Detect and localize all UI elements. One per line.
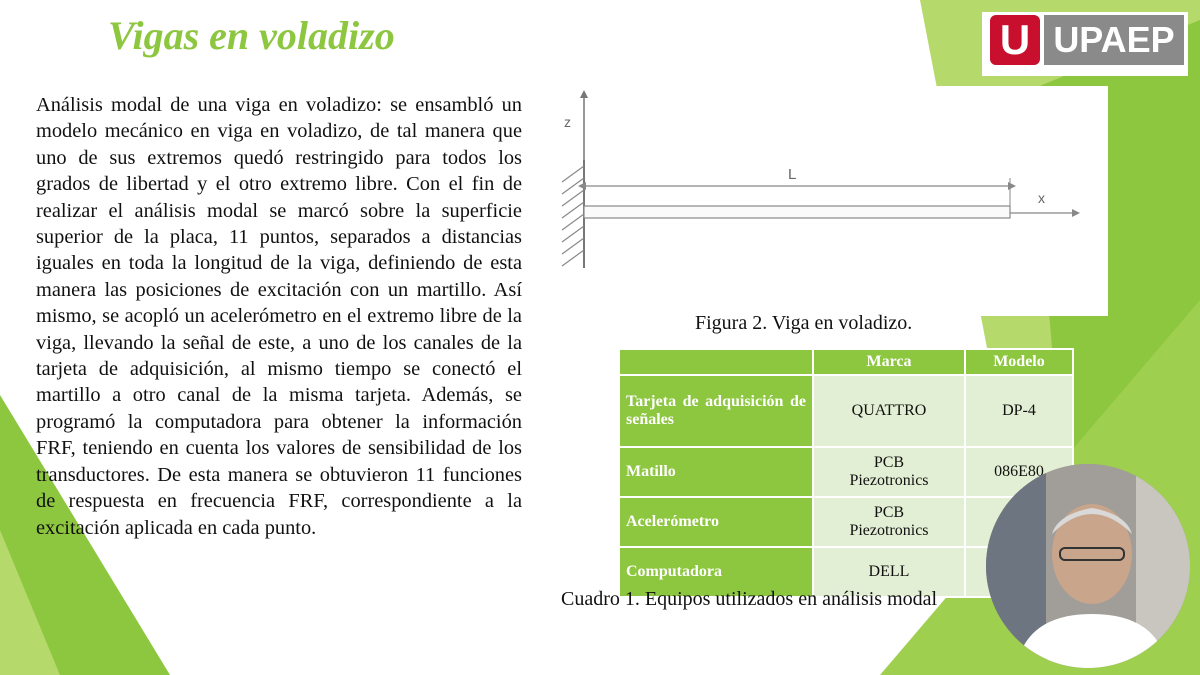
cell-marca [813,497,965,547]
figure-caption: Figura 2. Viga en voladizo. [695,312,913,334]
cell-marca [813,447,965,497]
cell-modelo: DP-4 [965,375,1073,447]
beam-length-label: L [788,166,797,183]
marca-line2: Piezotronics [849,522,929,539]
table-caption: Cuadro 1. Equipos utilizados en análisis modal [561,588,938,610]
table-row [619,447,1073,497]
cell-modelo: 086E80 [965,447,1073,497]
row-label: Matillo [619,447,813,497]
row-label: Tarjeta de adquisición de señales [619,375,813,447]
slide-body-text: Análisis modal de una viga en voladizo: se ensambló un modelo mecánico en viga en voladizo, de tal manera que uno de sus extremos quedó restringido para todos los grados de libertad y el otro extremo libre. Con el fin de realizar el análisis modal se marcó sobre la superficie superior de la placa, 11 puntos, separados a distancias iguales en toda la longitud de la viga, definiendo de esta manera las posiciones de excitación con un martillo. Así mismo, se acopló un acelerómetro en el extremo libre de la viga, llevando la señal de este, a uno de los canales de la tarjeta de adquisición, al mismo tiempo se conectó el martillo a otro canal de la misma tarjeta. Además, se programó la computadora para obtener la información FRF, teniendo en cuenta los valores de sensibilidad de los transductores. De esta manera se obtuvieron 11 funciones de respuesta en frecuencia FRF, correspondiente a la excitación aplicada en cada punto. [36,94,522,539]
marca-line2: Piezotronics [849,472,929,489]
presenter-webcam [986,464,1190,668]
axis-x-label: x [1038,190,1045,206]
logo-wordmark: UPAEP [1044,15,1184,65]
cantilever-beam-figure [556,86,1108,316]
table-header-marca: Marca [813,349,965,375]
slide-title: Vigas en voladizo [108,13,395,58]
upaep-logo [982,12,1188,76]
table-header-modelo: Modelo [965,349,1073,375]
marca-line1: PCB [873,454,905,471]
cell-marca: DELL [813,547,965,597]
beam-diagram [556,86,1108,316]
marca-line1: PCB [873,504,905,521]
cell-marca: QUATTRO [813,375,965,447]
table-row [619,375,1073,447]
presenter-silhouette-icon [986,464,1190,668]
row-label: Acelerómetro [619,497,813,547]
row-label: Computadora [619,547,813,597]
table-header-empty [619,349,813,375]
logo-mark: U [990,15,1040,65]
axis-z-label: z [564,114,571,130]
